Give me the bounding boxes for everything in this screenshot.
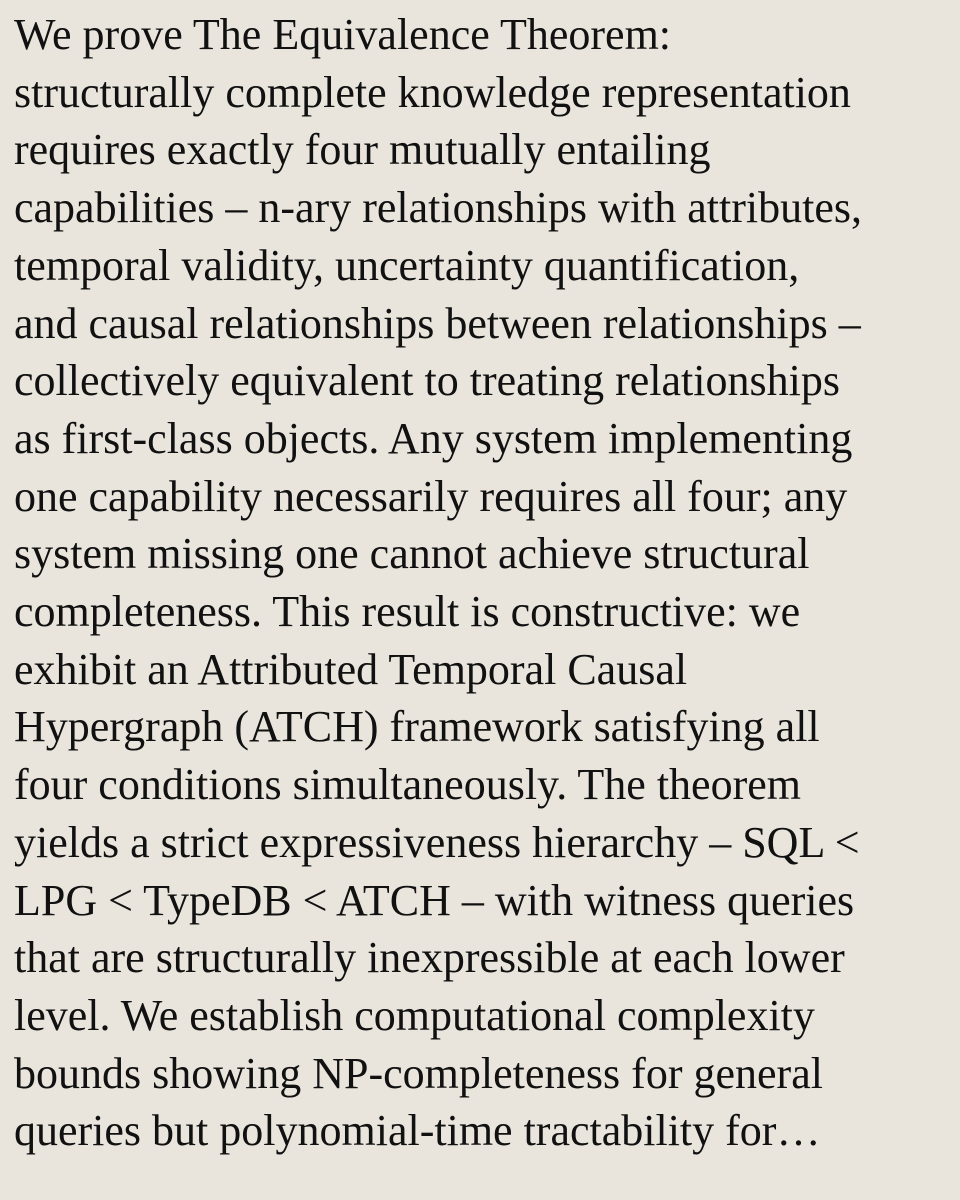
abstract-line-8: as first-class objects. Any system implementing <box>14 413 853 463</box>
abstract-line-17: that are structurally inexpressible at each lower <box>14 933 845 983</box>
abstract-line-4: capabilities – n-ary relationships with attributes, <box>14 183 863 233</box>
abstract-line-15: yields a strict expressiveness hierarchy – SQL < <box>14 817 860 867</box>
abstract-line-14: four conditions simultaneously. The theorem <box>14 760 801 810</box>
abstract-line-13: Hypergraph (ATCH) framework satisfying all <box>14 702 820 752</box>
abstract-line-20: queries but polynomial-time tractability for… <box>14 1106 821 1156</box>
abstract-line-19: bounds showing NP-completeness for general <box>14 1048 823 1098</box>
abstract-line-5: temporal validity, uncertainty quantification, <box>14 240 800 290</box>
abstract-line-6: and causal relationships between relationships – <box>14 298 861 348</box>
abstract-line-2: structurally complete knowledge representation <box>14 67 851 117</box>
abstract-line-7: collectively equivalent to treating relationships <box>14 356 840 406</box>
abstract-text <box>14 6 960 1160</box>
abstract-line-16: LPG < TypeDB < ATCH – with witness queries <box>14 875 855 925</box>
abstract-line-9: one capability necessarily requires all four; any <box>14 471 848 521</box>
abstract-line-11: completeness. This result is constructive: we <box>14 587 801 637</box>
abstract-line-18: level. We establish computational complexity <box>14 990 815 1040</box>
abstract-line-10: system missing one cannot achieve structural <box>14 529 810 579</box>
abstract-line-12: exhibit an Attributed Temporal Causal <box>14 644 688 694</box>
abstract-line-1: We prove The Equivalence Theorem: <box>14 10 672 59</box>
abstract-line-3: requires exactly four mutually entailing <box>14 125 711 175</box>
